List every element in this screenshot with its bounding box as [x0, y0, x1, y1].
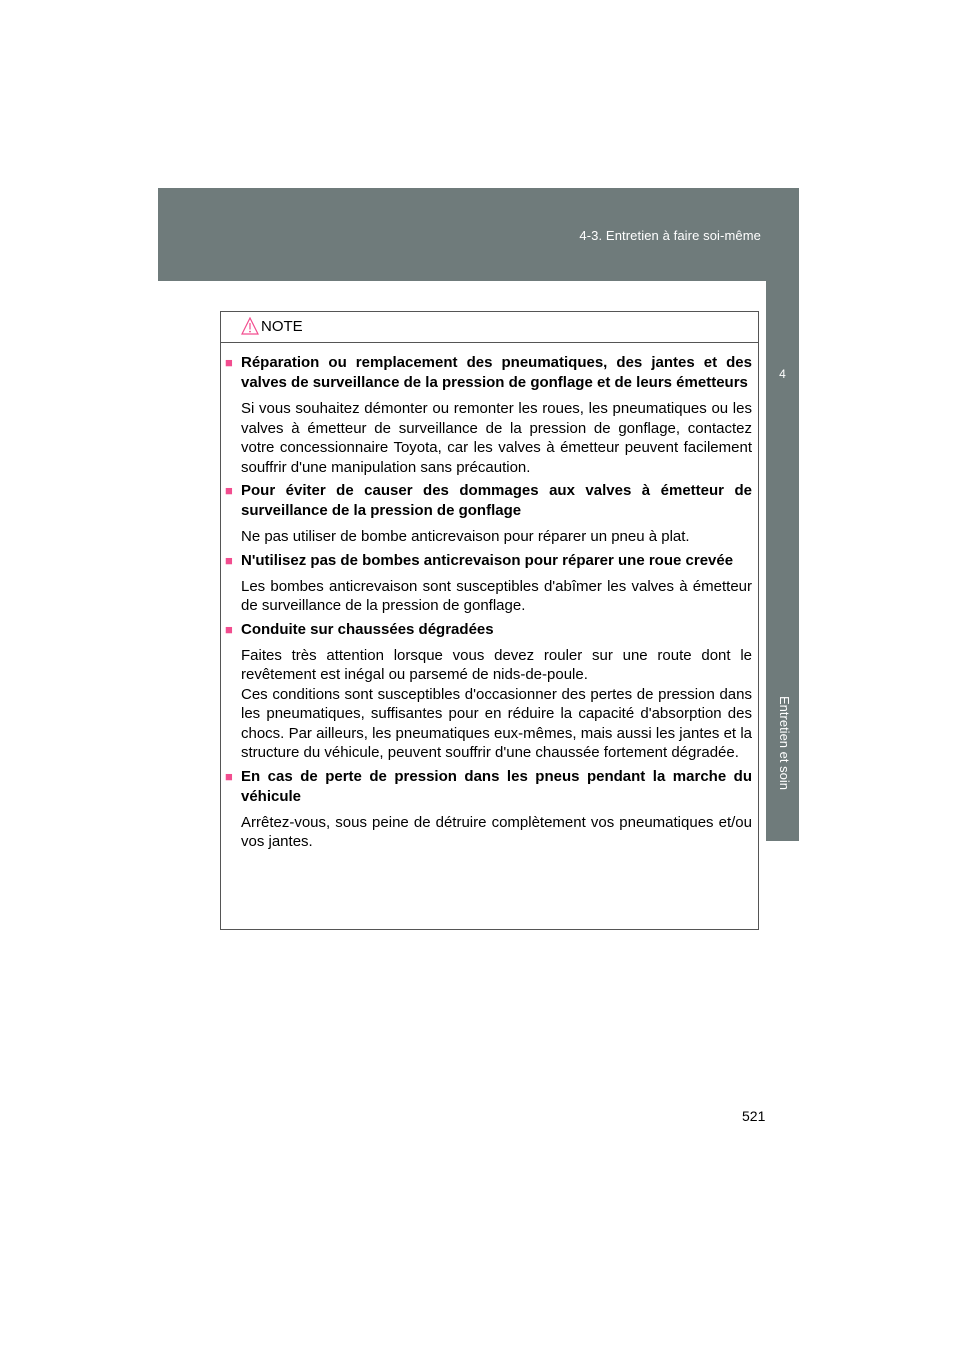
note-item-heading	[225, 620, 752, 640]
note-item-heading	[225, 767, 752, 807]
note-item-heading-text: Réparation ou remplacement des pneumatiques, des jantes et des valves de surveillance de la pression de gonflage et de leurs émetteurs	[241, 354, 752, 391]
note-item-heading	[225, 481, 752, 521]
side-tab-upper	[766, 281, 799, 379]
note-item-heading-text: Conduite sur chaussées dégradées	[241, 620, 494, 638]
square-bullet-icon: ■	[225, 768, 233, 784]
square-bullet-icon: ■	[225, 621, 233, 637]
square-bullet-icon: ■	[225, 552, 233, 568]
square-bullet-icon: ■	[225, 355, 233, 370]
header-band	[158, 188, 799, 281]
note-item-text: Si vous souhaitez démonter ou remonter les roues, les pneumatiques ou les valves à émetteur de surveillance de la pression de gonflage, contactez votre concessionnaire Toyota, car les valves à émetteur peuvent facilement souffrir d'une manipulation sans précaution.	[241, 400, 752, 476]
warning-triangle-icon	[241, 317, 259, 335]
note-item	[225, 353, 752, 477]
section-title: 4-3. Entretien à faire soi-même	[579, 228, 761, 243]
square-bullet-icon: ■	[225, 483, 233, 498]
note-item-text: Les bombes anticrevaison sont susceptibles d'abîmer les valves à émetteur de surveillance de la pression de gonflage.	[241, 577, 752, 614]
note-item-text: Ne pas utiliser de bombe anticrevaison pour réparer un pneu à plat.	[241, 528, 690, 545]
note-item-heading	[225, 551, 752, 571]
note-body	[221, 353, 758, 856]
note-box	[220, 311, 759, 930]
note-item-heading-text: Pour éviter de causer des dommages aux valves à émetteur de surveillance de la pression de gonflage	[241, 482, 752, 519]
note-item	[225, 551, 752, 616]
note-item	[225, 767, 752, 852]
note-item-text: Faites très attention lorsque vous devez rouler sur une route dont le revêtement est inégal ou parsemé de nids-de-poule. Ces conditions sont susceptibles d'occasionner des pertes de pression dans les pneumatiques, suffisantes pour en réduire la capacité d'absorption des chocs. Par ailleurs, les pneumatiques eux-mêmes, mais aussi les jantes et la structure du véhicule, peuvent souffrir d'une chaussée fortement dégradée.	[241, 646, 752, 761]
chapter-number: 4	[779, 367, 786, 381]
note-item	[225, 481, 752, 547]
note-item-heading-text: En cas de perte de pression dans les pneus pendant la marche du véhicule	[241, 767, 752, 805]
note-item-heading-text: N'utilisez pas de bombes anticrevaison pour réparer une roue crevée	[241, 551, 734, 569]
note-item-heading	[225, 353, 752, 393]
note-item	[225, 620, 752, 763]
page-number: 521	[742, 1108, 766, 1124]
note-title: NOTE	[261, 318, 303, 335]
chapter-side-tab	[766, 281, 799, 841]
note-header	[221, 312, 758, 343]
chapter-label: Entretien et soin	[777, 696, 792, 790]
note-item-text: Arrêtez-vous, sous peine de détruire complètement vos pneumatiques et/ou vos jantes.	[241, 813, 752, 850]
